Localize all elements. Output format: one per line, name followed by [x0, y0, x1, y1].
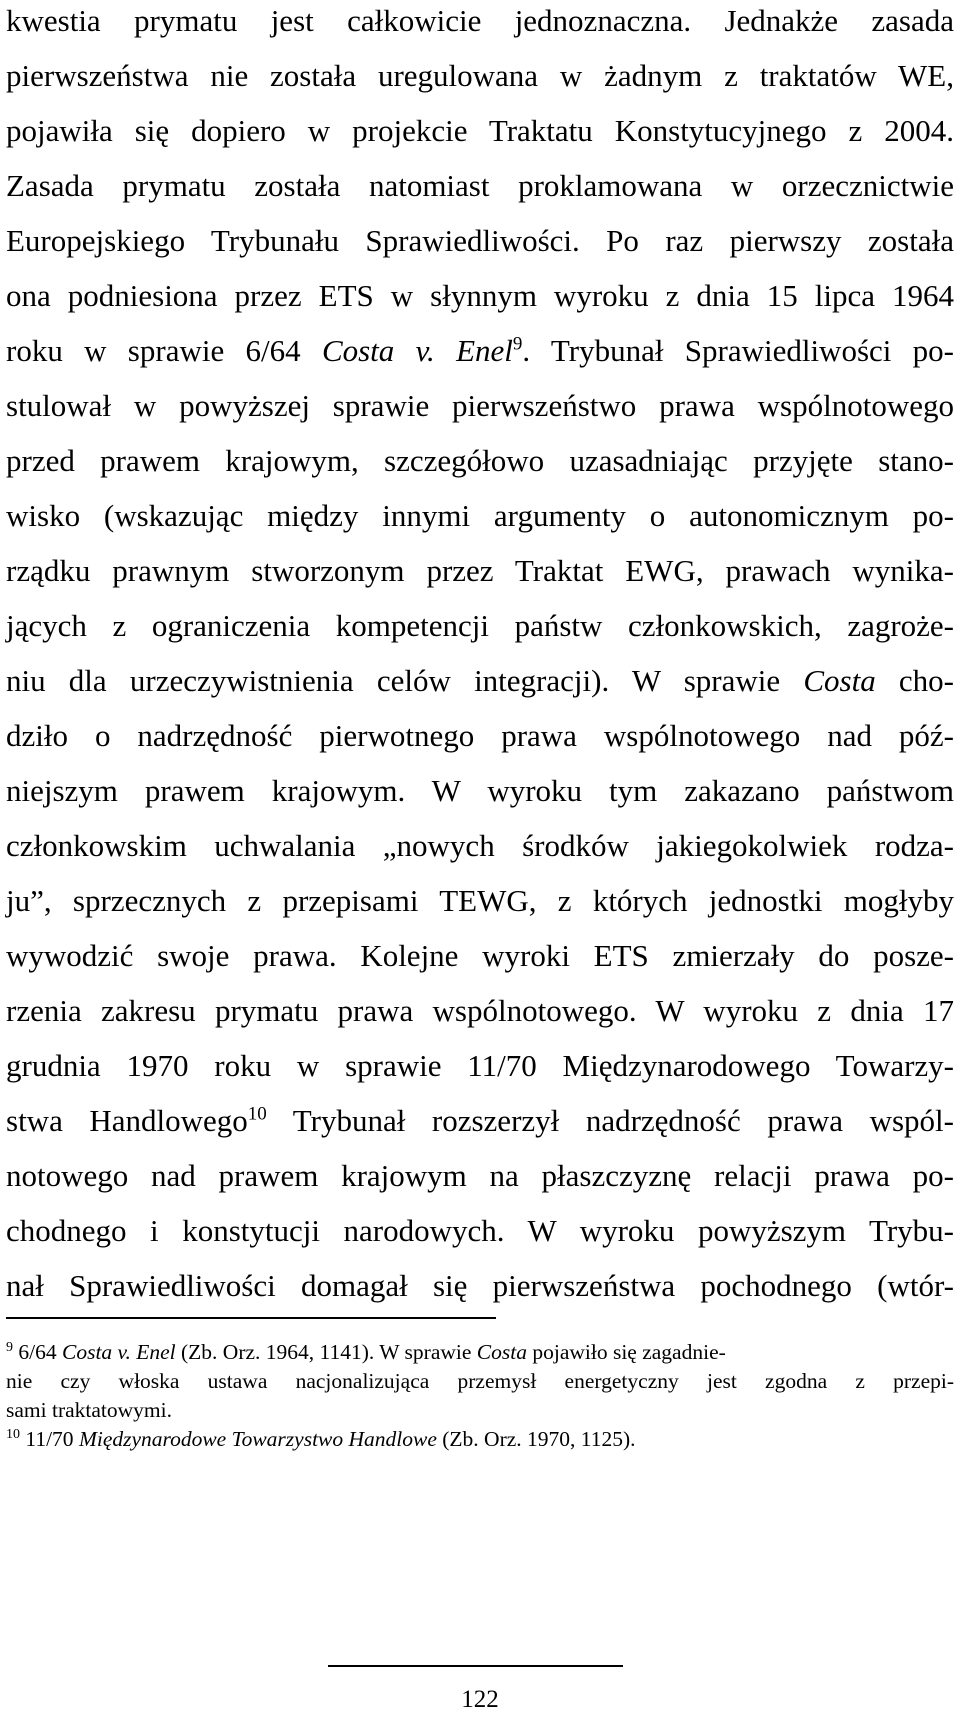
footnote-ref-9[interactable]: 9 [512, 333, 523, 355]
text-run: niu dla urzeczywistnienia celów integracji). W sprawie [6, 663, 804, 698]
case-name: Międzynarodowe Towarzystwo Handlowe [78, 1427, 437, 1451]
text-run: Trybunał rozszerzył nadrzędność prawa wspól- [266, 1103, 954, 1138]
text-line: wywodzić swoje prawa. Kolejne wyroki ETS zmierzały do posze- [6, 938, 954, 973]
footnote-ref-10[interactable]: 10 [247, 1103, 267, 1125]
text-line: wisko (wskazując między innymi argumenty o autonomicznym po- [6, 498, 954, 533]
text-line: Zasada prymatu została natomiast proklamowana w orzecznictwie [6, 168, 954, 203]
text-line: rządku prawnym stworzonym przez Traktat EWG, prawach wynika- [6, 553, 954, 588]
text-line: grudnia 1970 roku w sprawie 11/70 Międzynarodowego Towarzy- [6, 1048, 954, 1083]
footnote-9-line: nie czy włoska ustawa nacjonalizująca przemysł energetyczny jest zgodna z przepi- [6, 1369, 954, 1393]
case-name-costa-v-enel: Costa v. Enel [321, 333, 513, 368]
text-run: (Zb. Orz. 1964, 1141). W sprawie [175, 1340, 477, 1364]
text-line: notowego nad prawem krajowym na płaszczyznę relacji prawa po- [6, 1158, 954, 1193]
text-line [6, 1093, 954, 1149]
footnote-number: 10 [6, 1426, 20, 1442]
text-line: dziło o nadrzędność pierwotnego prawa wspólnotowego nad póź- [6, 718, 954, 753]
text-line: nał Sprawiedliwości domagał się pierwszeństwa pochodnego (wtór- [6, 1268, 954, 1303]
text-line: przed prawem krajowym, szczegółowo uzasadniając przyjęte stano- [6, 443, 954, 478]
footnote-10 [6, 1425, 954, 1453]
text-line: Europejskiego Trybunału Sprawiedliwości. Po raz pierwszy została [6, 223, 954, 258]
case-name-costa: Costa [803, 663, 876, 698]
case-name-costa: Costa [476, 1340, 527, 1364]
text-line: rzenia zakresu prymatu prawa wspólnotowego. W wyroku z dnia 17 [6, 993, 954, 1028]
text-line [6, 653, 954, 709]
text-line: jących z ograniczenia kompetencji państw członkowskich, zagroże- [6, 608, 954, 643]
text-line: chodnego i konstytucji narodowych. W wyroku powyższym Trybu- [6, 1213, 954, 1248]
text-line [6, 323, 954, 379]
page-number-rule [328, 1665, 623, 1667]
footnote-9 [6, 1338, 954, 1366]
page-number: 122 [461, 1686, 499, 1713]
text-line: ona podniesiona przez ETS w słynnym wyroku z dnia 15 lipca 1964 [6, 278, 954, 313]
text-run: pojawiło się zagadnie- [526, 1340, 726, 1364]
text-line: stulował w powyższej sprawie pierwszeństwo prawa wspólnotowego [6, 388, 954, 423]
text-run: roku w sprawie 6/64 [6, 333, 322, 368]
text-run: stwa Handlowego [6, 1103, 248, 1138]
text-line: pojawiła się dopiero w projekcie Traktatu Konstytucyjnego z 2004. [6, 113, 954, 148]
case-name-costa-v-enel: Costa v. Enel [61, 1340, 176, 1364]
footnote-9-line: sami traktatowymi. [6, 1398, 172, 1422]
text-run: cho- [875, 663, 954, 698]
text-run: (Zb. Orz. 1970, 1125). [436, 1427, 636, 1451]
text-run: 11/70 [20, 1427, 79, 1451]
text-line: członkowskim uchwalania „nowych środków jakiegokolwiek rodza- [6, 828, 954, 863]
text-line: pierwszeństwa nie została uregulowana w żadnym z traktatów WE, [6, 58, 954, 93]
text-line: kwestia prymatu jest całkowicie jednoznaczna. Jednakże zasada [6, 3, 954, 38]
footnote-separator [6, 1317, 496, 1319]
text-run: 6/64 [13, 1340, 62, 1364]
text-line: ju”, sprzecznych z przepisami TEWG, z których jednostki mogłyby [6, 883, 954, 918]
footnote-number: 9 [6, 1339, 13, 1355]
text-line: niejszym prawem krajowym. W wyroku tym zakazano państwom [6, 773, 954, 808]
text-run: . Trybunał Sprawiedliwości po- [522, 333, 955, 368]
